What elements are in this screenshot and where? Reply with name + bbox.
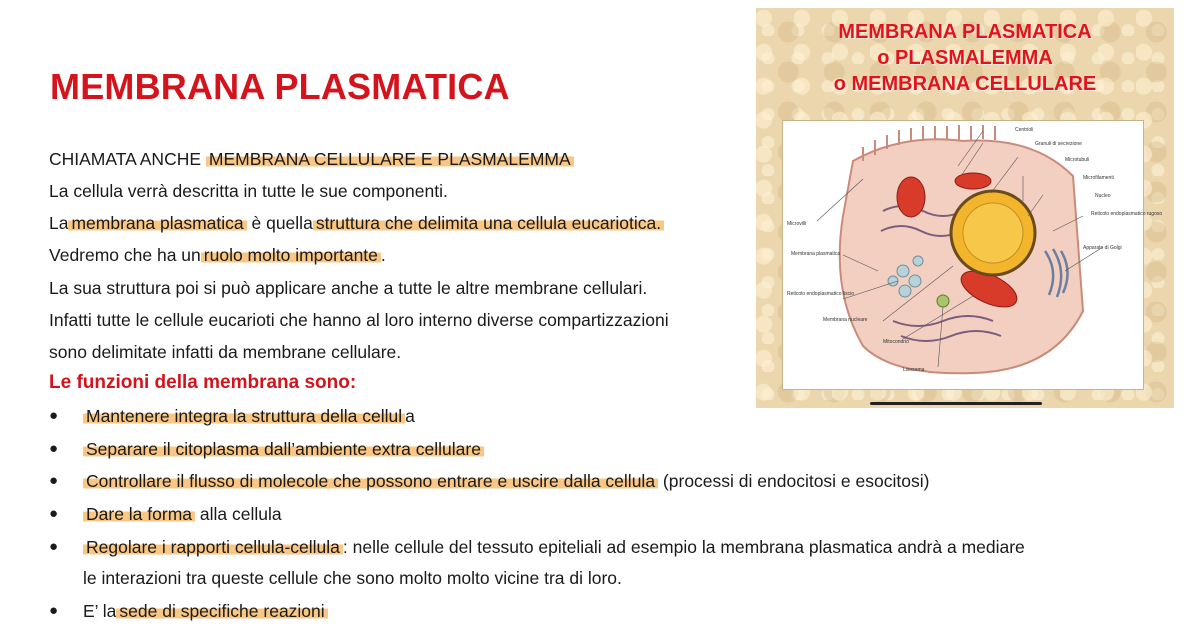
intro-text: La xyxy=(49,213,69,233)
label-nucleo: Nucleo xyxy=(1095,193,1111,199)
bullet-text: a xyxy=(405,406,415,426)
intro-text: . xyxy=(380,245,386,265)
bullet-icon: ● xyxy=(49,440,59,457)
highlighted-text: Separare il citoplasma dall’ambiente extra cellulare xyxy=(83,439,484,459)
lisosoma xyxy=(937,295,949,307)
intro-line-4 xyxy=(49,243,386,267)
intro-line-1 xyxy=(49,147,574,171)
label-microtubuli: Microtubuli xyxy=(1065,157,1090,163)
highlighted-text: Mantenere integra la struttura della cellul xyxy=(83,406,405,426)
label-golgi: Apparato di Golgi xyxy=(1083,245,1122,251)
panel-title-line-2: o PLASMALEMMA xyxy=(877,47,1053,69)
label-centrioli: Centrioli xyxy=(1015,127,1034,133)
cell-diagram xyxy=(782,120,1163,390)
highlighted-text: struttura che delimita una cellula eucariotica. xyxy=(313,213,664,233)
bullet-icon: ● xyxy=(49,602,59,619)
label-reticolo-rugoso: Reticolo endoplasmatico rugoso xyxy=(1091,211,1163,217)
intro-line-7: sono delimitate infatti da membrane cellulare. xyxy=(49,342,402,362)
highlighted-text: membrana plasmatica xyxy=(68,213,246,233)
highlighted-text: Dare la forma xyxy=(83,504,195,524)
intro-text: CHIAMATA ANCHE xyxy=(49,149,202,169)
bullet-icon: ● xyxy=(49,407,59,424)
panel-title-line-1: MEMBRANA PLASMATICA xyxy=(838,21,1092,43)
highlighted-text: Controllare il flusso di molecole che possono entrare e uscire dalla cellula xyxy=(83,471,658,491)
highlighted-text: MEMBRANA CELLULARE E PLASMALEMMA xyxy=(206,149,574,169)
bullet-text: (processi di endocitosi e esocitosi) xyxy=(658,471,930,491)
label-microfilamenti: Microfilamenti xyxy=(1083,175,1114,181)
label-microvilli: Microvilli xyxy=(787,221,807,227)
label-granuli: Granuli di secrezione xyxy=(1035,141,1082,147)
highlighted-text: Regolare i rapporti cellula-cellula xyxy=(83,537,343,557)
highlighted-text: ruolo molto importante xyxy=(201,245,381,265)
label-lisosoma: Lisosoma xyxy=(903,367,925,373)
intro-line-2: La cellula verrà descritta in tutte le sue componenti. xyxy=(49,181,448,201)
intro-text: Vedremo che ha un xyxy=(49,245,201,265)
page-title: MEMBRANA PLASMATICA xyxy=(50,66,510,107)
bullet-text: alla cellula xyxy=(195,504,282,524)
panel-title-line-3: o MEMBRANA CELLULARE xyxy=(833,73,1097,95)
bullet-icon: ● xyxy=(49,505,59,522)
cell-diagram-svg xyxy=(783,121,1163,389)
bullet-icon: ● xyxy=(49,472,59,489)
mitocondrio xyxy=(955,173,991,189)
label-reticolo-liscio: Reticolo endoplasmatico liscio xyxy=(787,291,854,297)
functions-heading: Le funzioni della membrana sono: xyxy=(49,372,357,393)
bullet-text: E’ la xyxy=(83,601,117,621)
mitocondrio xyxy=(897,177,925,217)
intro-line-5: La sua struttura poi si può applicare anche a tutte le altre membrane cellulari. xyxy=(49,278,648,298)
intro-text: è quella xyxy=(251,213,313,233)
bullet-text: le interazioni tra queste cellule che sono molto molto vicine tra di loro. xyxy=(83,568,622,588)
intro-line-3 xyxy=(49,211,664,235)
highlighted-text: sede di specifiche reazioni xyxy=(116,601,327,621)
label-membrana-nucleare: Membrana nucleare xyxy=(823,317,868,323)
bullet-text: : nelle cellule del tessuto epiteliali ad esempio la membrana plasmatica andrà a mediare xyxy=(342,537,1025,557)
label-membrana-plasmatica: Membrana plasmatica xyxy=(791,251,841,257)
nucleolo xyxy=(963,203,1023,263)
cell-image-panel xyxy=(756,8,1174,408)
bullet-icon: ● xyxy=(49,538,59,555)
scroll-indicator[interactable] xyxy=(870,402,1042,405)
label-mitocondrio: Mitocondrio xyxy=(883,339,909,345)
intro-line-6: Infatti tutte le cellule eucarioti che hanno al loro interno diverse compartizzazioni xyxy=(49,310,669,330)
